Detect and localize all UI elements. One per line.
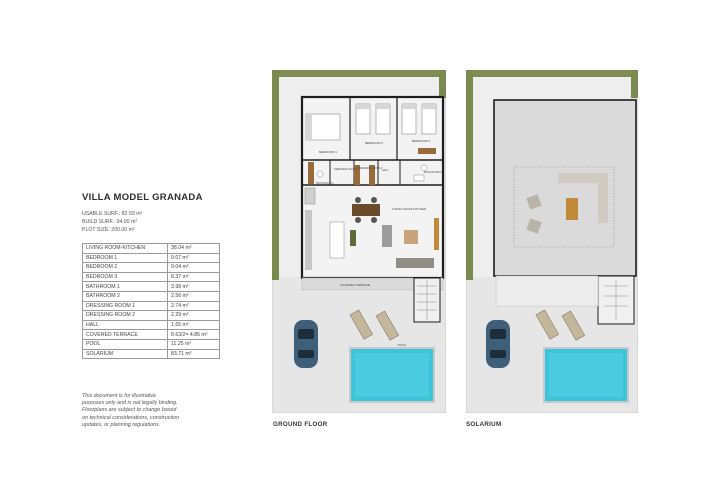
table-row: [83, 244, 220, 254]
label-terrace: COVERED TERRACE: [340, 283, 370, 287]
solarium-plan: [466, 70, 638, 413]
room-area: 8.37 m²: [168, 272, 220, 282]
label-bedroom2: BEDROOM 2: [365, 141, 384, 145]
room-area: 38.04 m²: [168, 244, 220, 254]
room-name: DRESSING ROOM 2: [83, 311, 168, 321]
kitchen-counter: [305, 210, 312, 270]
room-area: 9.07 m²: [168, 253, 220, 263]
room-name: SOLARIUM: [83, 349, 168, 359]
ground-floor-caption: GROUND FLOOR: [273, 421, 328, 428]
label-living: LIVING ROOM-KITCHEN: [392, 207, 427, 211]
table-row: [83, 263, 220, 273]
room-area: 2.29 m²: [168, 311, 220, 321]
room-name: DRESSING ROOM 1: [83, 301, 168, 311]
room-name: BEDROOM 3: [83, 272, 168, 282]
room-name: POOL: [83, 339, 168, 349]
room-area: 1.65 m²: [168, 320, 220, 330]
shower: [305, 188, 315, 204]
room-area: 9.04 m²: [168, 263, 220, 273]
surface-summary: [82, 210, 142, 234]
solarium-caption: SOLARIUM: [466, 421, 502, 428]
table-row: [83, 330, 220, 340]
room-area: 11.25 m²: [168, 339, 220, 349]
table-row: [83, 253, 220, 263]
coffee-table: [566, 198, 578, 220]
roof-edge: [496, 276, 598, 306]
label-bath2: BATH ROOM 2: [424, 171, 442, 174]
label-dressing2: DRESSING ROOM 2: [358, 167, 383, 170]
room-name: HALL: [83, 320, 168, 330]
table-row: [83, 339, 220, 349]
tv-unit: [434, 218, 439, 250]
garden-strip-top: [466, 70, 638, 77]
disclaimer: [82, 393, 232, 429]
disclaimer-line: This document is for illustrative: [82, 393, 156, 399]
table-row: [83, 320, 220, 330]
room-name: LIVING ROOM-KITCHEN: [83, 244, 168, 254]
garden-strip-right: [439, 70, 446, 98]
coffee-table: [382, 225, 392, 247]
room-name: BATHROOM 1: [83, 282, 168, 292]
label-hall: HALL: [382, 169, 389, 172]
room-area: 2.56 m²: [168, 291, 220, 301]
document-title: VILLA MODEL GRANADA: [82, 192, 203, 203]
outdoor-sofa: [598, 173, 608, 223]
build-surface: BUILD SURF.: 94.00 m²: [82, 219, 138, 225]
room-area: 83.71 m²: [168, 349, 220, 359]
label-bedroom1: BEDROOM 1: [319, 150, 338, 154]
table-row: [83, 272, 220, 282]
label-bath1: BATH ROOM 1: [316, 182, 334, 185]
table-row: [83, 349, 220, 359]
disclaimer-line: on technical considerations, construction: [82, 414, 180, 421]
kitchen-island: [330, 222, 344, 258]
dining-table: [352, 204, 380, 216]
disclaimer-line: updates, or planning regulations.: [82, 421, 161, 428]
room-name: COVERED TERRACE: [83, 330, 168, 340]
car: [486, 320, 510, 368]
room-area: 2.74 m²: [168, 301, 220, 311]
garden-strip-left: [466, 70, 473, 280]
label-bedroom3: BEDROOM 3: [412, 139, 431, 143]
washbasin: [414, 175, 424, 181]
sofa: [396, 258, 434, 268]
garden-strip-right: [631, 70, 638, 98]
label-dressing1: DRESSING ROOM 1: [334, 168, 359, 171]
disclaimer-line: purposes only and is not legally binding.: [82, 400, 178, 407]
armchair: [404, 230, 418, 244]
usable-surface: USABLE SURF.: 82.59 m²: [82, 211, 143, 217]
ground-floor-plan: [272, 70, 446, 413]
room-area-table: [82, 243, 220, 359]
wardrobe: [308, 162, 314, 184]
room-name: BATHROOM 2: [83, 291, 168, 301]
plant: [350, 230, 356, 246]
table-row: [83, 282, 220, 292]
car: [294, 320, 318, 368]
garden-strip-top: [272, 70, 446, 77]
plot-size: PLOT SIZE: 200.00 m²: [82, 227, 135, 233]
room-name: BEDROOM 1: [83, 253, 168, 263]
room-area: 8.63/2= 4.85 m²: [168, 330, 220, 340]
room-name: BEDROOM 2: [83, 263, 168, 273]
toilet: [317, 171, 323, 177]
table-row: [83, 301, 220, 311]
wardrobe: [418, 148, 436, 154]
label-pool: POOL: [398, 343, 407, 347]
room-area: 3.98 m²: [168, 282, 220, 292]
solarium-deck: [494, 100, 636, 276]
garden-strip-left: [272, 70, 279, 280]
disclaimer-line: Floorplans are subject to change based: [82, 407, 177, 414]
table-row: [83, 311, 220, 321]
table-row: [83, 291, 220, 301]
